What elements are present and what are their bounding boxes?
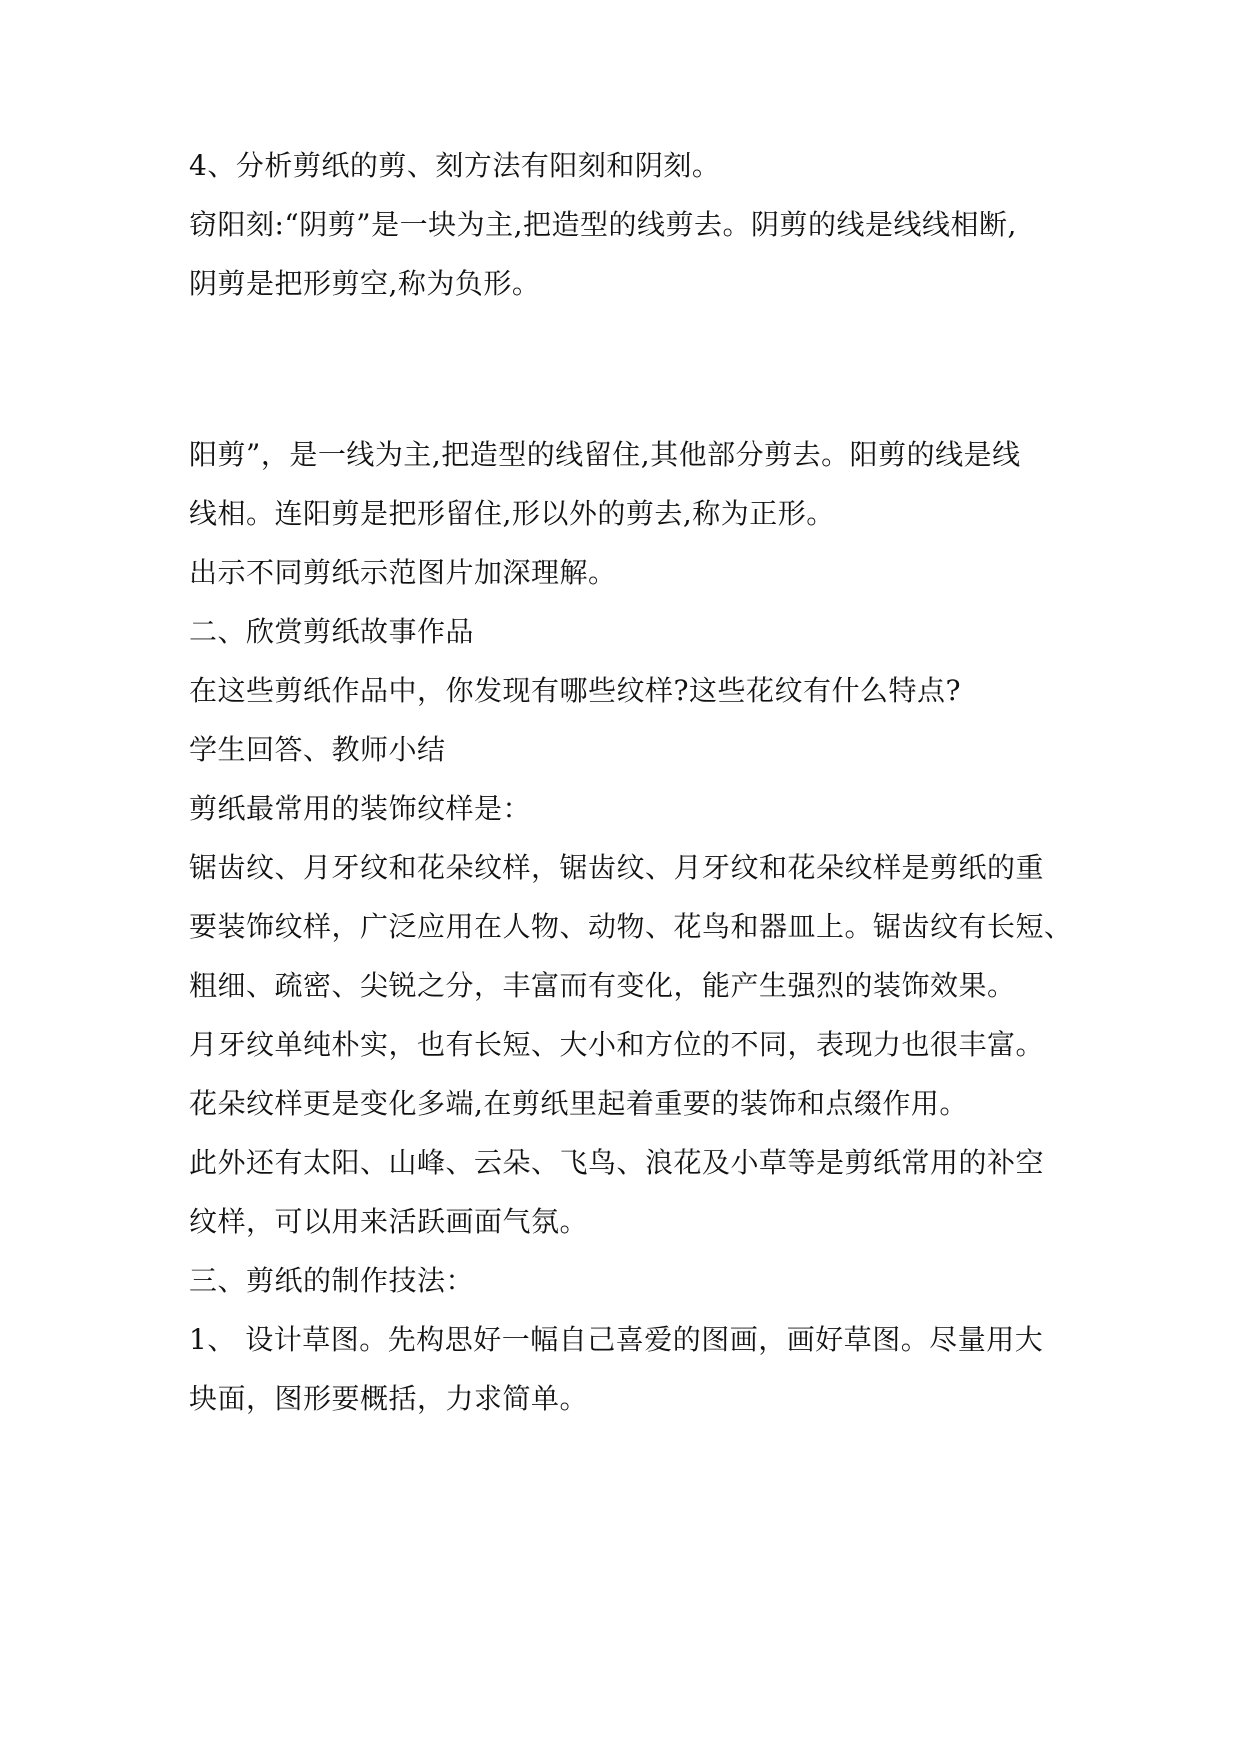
text-line: 线相。连阳剪是把形留住,形以外的剪去,称为正形。 [189, 497, 835, 530]
text-line: 出示不同剪纸示范图片加深理解。 [189, 556, 617, 589]
text-line: 阴剪是把形剪空,称为负形。 [189, 267, 541, 300]
text-line: 粗细、疏密、尖锐之分，丰富而有变化，能产生强烈的装饰效果。 [189, 969, 1016, 1002]
text-line: 此外还有太阳、山峰、云朵、飞鸟、浪花及小草等是剪纸常用的补空 [189, 1146, 1045, 1179]
section-heading: 三、剪纸的制作技法： [189, 1264, 475, 1297]
text-line: 在这些剪纸作品中，你发现有哪些纹样?这些花纹有什么特点? [189, 674, 962, 707]
text-line: 花朵纹样更是变化多端,在剪纸里起着重要的装饰和点缀作用。 [189, 1087, 968, 1120]
text-line: 阳剪”，是一线为主,把造型的线留住,其他部分剪去。阳剪的线是线 [189, 438, 1021, 471]
text-line: 窃阳刻:“阴剪”是一块为主,把造型的线剪去。阴剪的线是线线相断, [189, 208, 1017, 241]
text-line: 学生回答、教师小结 [189, 733, 446, 766]
text-line: 月牙纹单纯朴实，也有长短、大小和方位的不同，表现力也很丰富。 [189, 1028, 1045, 1061]
text-line: 纹样，可以用来活跃画面气氛。 [189, 1205, 589, 1238]
text-line: 1、 设计草图。先构思好一幅自己喜爱的图画，画好草图。尽量用大 [189, 1323, 1044, 1356]
text-line: 要装饰纹样，广泛应用在人物、动物、花鸟和器皿上。锯齿纹有长短、 [189, 910, 1073, 943]
text-line: 4、分析剪纸的剪、刻方法有阳刻和阴刻。 [189, 149, 721, 182]
section-heading: 二、欣赏剪纸故事作品 [189, 615, 475, 648]
text-line: 锯齿纹、月牙纹和花朵纹样，锯齿纹、月牙纹和花朵纹样是剪纸的重 [189, 851, 1045, 884]
text-line: 剪纸最常用的装饰纹样是： [189, 792, 532, 825]
text-line: 块面，图形要概括，力求简单。 [189, 1382, 589, 1415]
